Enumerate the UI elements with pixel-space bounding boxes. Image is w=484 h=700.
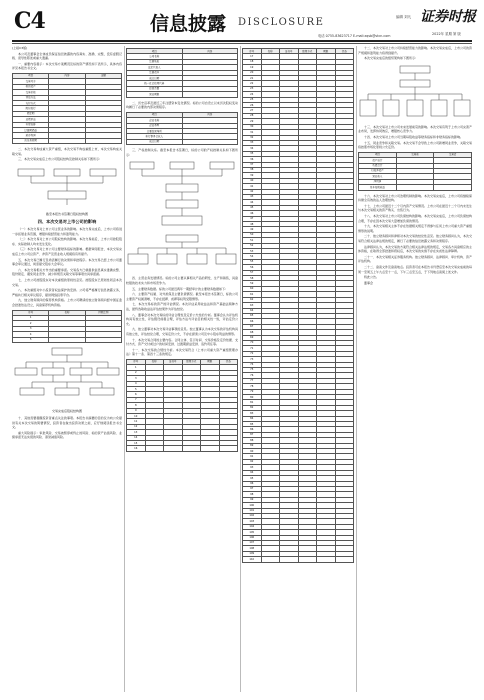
table-cell: 5	[127, 387, 146, 392]
table-cell: 58	[243, 276, 262, 281]
table-cell: 104	[243, 524, 262, 529]
body-paragraph: 董事会	[364, 280, 374, 285]
table-cell: 资产总计	[359, 158, 397, 163]
table-row	[13, 138, 122, 143]
table-row	[359, 185, 472, 190]
table-cell: 51	[243, 238, 262, 243]
table-cell: 29	[243, 119, 262, 124]
body-paragraph: 十二、本次交易对上市公司持续经营能力的影响。本次交易完成后，上市公司的资产规模和盈利能力将得到提升。	[358, 46, 472, 55]
table-cell: 107	[243, 540, 262, 545]
table-cell: 7	[127, 397, 146, 402]
table-header-cell: 期限	[201, 359, 220, 364]
table-header-cell: 取得方式	[182, 359, 201, 364]
table-cell: 8	[127, 403, 146, 408]
table-header-cell: 项目	[127, 112, 183, 117]
table-cell: 64	[243, 308, 262, 313]
body-paragraph: 二十一、本次交易相关证券服务机构。独立财务顾问、法律顾问、审计机构、资产评估机构。	[358, 254, 472, 264]
body-paragraph: 十、其他需要提醒投资者重点关注的事项。本报告书摘要的目的仅为向公众提供有关本次交易的简要情况，投资者在做出投资决策之前，应仔细阅读报告书全文。	[12, 415, 122, 430]
body-paragraph: 二十、独立财务顾问和律师对本次交易的结论性意见。独立财务顾问认为，本次交易符合相关法律法规的规定，履行了必要的信息披露义务和决策程序。	[358, 234, 472, 243]
body-paragraph: 五、主要财务数据。标的公司最近两年一期经审计的主要财务数据如下：	[132, 286, 229, 291]
table-cell: 44	[243, 200, 262, 205]
table-cell: 82	[243, 405, 262, 410]
table-cell: 110	[243, 557, 262, 562]
body-paragraph: 二十二、备查文件及备查地点。投资者可在本报告书刊登后至本次交易完成前的每周一至周五上午九点至十一点，下午三点至五点，于下列地点查阅上述文件。	[358, 264, 472, 274]
table-cell: 13	[127, 430, 146, 435]
column-2	[126, 46, 238, 692]
paragraphs-4c	[358, 194, 472, 286]
table-cell: 46	[243, 211, 262, 216]
table-cell: 39	[243, 173, 262, 178]
table-header-cell: 项目	[13, 73, 49, 78]
table-cell: 78	[243, 384, 262, 389]
body-paragraph: 十三、本次交易对上市公司未来发展前景的影响。本次交易有利于上市公司完善产业布局，发挥协同效应，增强核心竞争力。	[358, 124, 472, 134]
newspaper-logo: 证券时报	[420, 9, 476, 25]
table-cell: 5	[13, 337, 49, 342]
body-paragraph: 四、主营业务发展情况。标的公司主要从事相关产品的研发、生产和销售，具备较强的技术实力和市场竞争力。	[126, 276, 238, 286]
table-cell: 注册资本	[127, 70, 183, 75]
table-cell: 65	[243, 313, 262, 318]
table-cell: 36	[243, 157, 262, 162]
table-cell: 15	[127, 441, 146, 446]
table-cell: 成立日期	[127, 139, 183, 144]
table-cell: 14	[127, 435, 146, 440]
table-cell: 67	[243, 324, 262, 329]
table-row	[127, 92, 238, 97]
table-cell: 97	[243, 486, 262, 491]
table-header-cell: 项目	[359, 152, 397, 157]
masthead	[0, 0, 484, 44]
column-1	[12, 46, 122, 692]
table-cell: 105	[243, 530, 262, 535]
table-cell: 95	[243, 476, 262, 481]
body-paragraph: 十五、同业竞争和关联交易。本次交易不会导致上市公司新增同业竞争，关联交易将按照市场化原则公允定价。	[358, 140, 472, 150]
table-cell: 30	[243, 124, 262, 129]
table-cell: 25	[243, 97, 262, 102]
table-cell: 归母净资产	[359, 168, 397, 173]
table-cell: 37	[243, 162, 262, 167]
masthead-rule	[12, 40, 472, 42]
column-4	[358, 46, 472, 692]
paragraphs-4a	[358, 46, 472, 61]
table-cell: 27	[243, 108, 262, 113]
table-cell: 补偿安排	[13, 122, 49, 127]
table-cell: 101	[243, 508, 262, 513]
chart-caption: 交易完成后股权结构图	[51, 408, 82, 413]
table-cell: 交易对方	[13, 79, 49, 84]
table-cell	[164, 446, 183, 451]
table-cell: 17	[243, 54, 262, 59]
table-cell: 47	[243, 216, 262, 221]
page-number: C4	[14, 8, 45, 34]
section-heading: 四、本次交易对上市公司的影响	[37, 219, 97, 225]
body-paragraph: 本公司及董事会全体成员保证信息披露的内容真实、准确、完整，没有虚假记载、误导性陈述或重大遗漏。	[12, 51, 122, 61]
section-title: 信息披露	[150, 13, 227, 35]
column-3	[242, 46, 354, 692]
table-cell: 2	[127, 370, 146, 375]
table-cell: 71	[243, 346, 262, 351]
body-paragraph: 九、独立财务顾问的保荐机构资格。上市公司聘请的独立财务顾问经中国证监会批准依法设立，具备保荐机构资格。	[12, 298, 122, 307]
table-cell: 60	[243, 286, 262, 291]
table-cell: 营业收入	[359, 174, 397, 179]
table-cell	[201, 446, 220, 451]
body-paragraph: 九、独立董事对本次交易评估事项的意见。独立董事认为本次交易的评估机构具有独立性，评估结论合理，交易定价公允，不存在损害公司及中小股东利益的情形。	[126, 327, 238, 336]
table-cell: 72	[243, 351, 262, 356]
table-cell: 55	[243, 259, 262, 264]
table-cell: 98	[243, 492, 262, 497]
table-shareholders	[12, 310, 122, 343]
table-cell: 2	[13, 321, 49, 326]
table-cell: 过渡期损益	[13, 128, 49, 133]
table-cell	[261, 557, 280, 562]
body-paragraph: 七、上市公司控股股东对本次重组的原则性意见。控股股东已原则性同意本次交易。	[12, 277, 122, 287]
body-paragraph: 三、产权控制关系。截至本报告书签署日，标的公司的产权控制关系如下图所示：	[126, 148, 238, 157]
table-cell: 6	[127, 392, 146, 397]
table-cell: 90	[243, 449, 262, 454]
body-paragraph: 十九、本次交易相关主体不存在依据相关规定不得参与任何上市公司重大资产重组情形的说明。	[358, 224, 472, 233]
table-cell	[298, 557, 317, 562]
table-cell: 81	[243, 400, 262, 405]
table-header-cell: 序号	[13, 310, 49, 315]
table-cell: 96	[243, 481, 262, 486]
table-cell: 4	[127, 381, 146, 386]
table-cell: 57	[243, 270, 262, 275]
column-divider	[124, 46, 125, 692]
table-cell: 10	[127, 414, 146, 419]
table-cell: 滚存利润	[13, 133, 49, 138]
table-header-cell: 期限	[317, 49, 336, 54]
masthead-rule-thin	[12, 43, 472, 44]
section-title-english: DISCLOSURE	[238, 17, 325, 28]
table-header-cell: 序号	[243, 49, 262, 54]
body-paragraph: （三）本次交易对上市公司主要财务指标的影响。根据审阅报告，本次交易完成后上市公司总资产、净资产及营业收入规模将有所提升。	[12, 247, 122, 256]
chart-caption: 截至本报告书签署日股权结构图	[45, 212, 88, 217]
table-cell: 108	[243, 546, 262, 551]
masthead-tagline: 2022年 星期 第 版	[432, 32, 461, 36]
table-cell	[182, 92, 238, 97]
body-paragraph: 十六、本次交易对上市公司治理机制的影响。本次交易完成后，上市公司将继续保持健全有效的法人治理结构。	[358, 193, 472, 203]
table-cell: 41	[243, 184, 262, 189]
table-cell: 负债合计	[359, 163, 397, 168]
table-cell	[434, 185, 472, 190]
paragraphs-1b	[12, 147, 122, 162]
table-cell: 74	[243, 362, 262, 367]
body-paragraph: 法律顾问认为，本次交易的方案符合相关法律法规的规定，交易各方具备相应的主体资格，在取得全部批准和授权后，本次交易的实施不存在实质性法律障碍。	[358, 244, 472, 254]
table-cell: 11	[127, 419, 146, 424]
paragraphs-1d	[12, 416, 122, 440]
table-cell: 102	[243, 513, 262, 518]
body-paragraph: （二）本次交易对上市公司股权结构的影响。本次交易前后，上市公司控股股东、实际控制人均未发生变化。	[12, 237, 122, 246]
table-cell: 77	[243, 378, 262, 383]
table-cell: 84	[243, 416, 262, 421]
table-cell: 49	[243, 227, 262, 232]
table-cell	[219, 446, 238, 451]
table-deal-summary	[12, 73, 122, 144]
table-cell: 22	[243, 81, 262, 86]
table-cell: 79	[243, 389, 262, 394]
table-cell: 38	[243, 167, 262, 172]
body-paragraph: 重大风险提示：审批风险、交易被暂停或终止的风险、标的资产估值风险、业绩承诺无法实现的风险、商誉减值风险。	[12, 430, 122, 440]
table-header-cell: 状态	[219, 359, 238, 364]
table-header-cell: 证书号	[280, 49, 299, 54]
table-cell: 3	[13, 326, 49, 331]
body-paragraph: 八、本次重组对中小投资者权益保护的安排。公司将严格履行信息披露义务，严格执行相关审议程序，提供网络投票平台。	[12, 288, 122, 297]
table-cell: 决议有效期	[13, 138, 49, 143]
table-cell: 4	[13, 332, 49, 337]
paragraphs-4b	[358, 125, 472, 150]
table-cell: 19	[243, 65, 262, 70]
table-cell: 89	[243, 443, 262, 448]
table-cell: 43	[243, 194, 262, 199]
table-cell: 109	[243, 551, 262, 556]
table-cell	[49, 138, 85, 143]
table-cell: 83	[243, 411, 262, 416]
table-cell	[317, 557, 336, 562]
table-cell: 净利润	[359, 179, 397, 184]
table-header-cell: 序号	[127, 359, 146, 364]
body-paragraph: 六、本次交易相关方作出的重要承诺。交易各方已就提供信息真实准确完整、股份锁定、避免同业竞争、减少和规范关联交易等事项出具承诺函。	[12, 267, 122, 277]
table-cell: 91	[243, 454, 262, 459]
table-cell: 87	[243, 432, 262, 437]
table-cell: 61	[243, 292, 262, 297]
body-paragraph: 十、本次交易合同的主要内容。合同主体、签订时间、交易价格及定价依据、支付方式、资产交付或过户的时间安排、过渡期损益安排、违约责任等。	[126, 337, 238, 347]
table-cell: 经营范围	[127, 86, 183, 91]
table-cell: 80	[243, 395, 262, 400]
body-paragraph: （一）本次交易对上市公司主营业务的影响。本次交易完成后，上市公司将进一步拓展业务范围，增强持续经营能力和盈利能力。	[12, 227, 122, 236]
body-paragraph: 七、本次交易标的资产的评估情况。本次评估采用收益法和资产基础法两种方法，最终选取收益法评估结果作为评估结论。	[126, 302, 238, 312]
body-paragraph: 一、重要内容提示：本次交易方案概况及标的资产情况如下表所示，具体内容详见本报告书全文。	[12, 61, 122, 71]
table-partnership-profile	[126, 112, 238, 145]
table-cell	[280, 557, 299, 562]
table-cell: 32	[243, 135, 262, 140]
body-paragraph: 十七、上市公司最近十二个月内资产交易情况。上市公司在最近十二个月内未发生与本次交易相关的资产购买、出售行为。	[358, 203, 472, 213]
table-cell: 3	[127, 376, 146, 381]
table-cell: 1	[127, 365, 146, 370]
table-cell: 42	[243, 189, 262, 194]
table-cell: 68	[243, 330, 262, 335]
table-cell: 52	[243, 243, 262, 248]
table-cell: 103	[243, 519, 262, 524]
table-cell: 34	[243, 146, 262, 151]
table-cell: 28	[243, 113, 262, 118]
table-header-cell: 内容	[182, 112, 238, 117]
ownership-chart-before	[12, 165, 122, 209]
body-paragraph: 十八、本次交易对上市公司负债结构的影响。本次交易完成后，上市公司负债结构合理，不存在因本次交易大量增加负债的情况。	[358, 213, 472, 223]
table-header-cell: 交易前	[396, 152, 434, 157]
table-cell: 基本每股收益	[359, 185, 397, 190]
table-cell: 锁定期	[13, 111, 49, 116]
contact-line: 电话 0755-83623717 E-mail:zqsb@stcn.com	[318, 34, 391, 38]
table-cell: 统一社会信用代码	[127, 81, 183, 86]
table-cell: 100	[243, 503, 262, 508]
table-cell: 股份发行	[13, 106, 49, 111]
table-cell: 成立日期	[127, 76, 183, 81]
table-cell: 50	[243, 232, 262, 237]
editor-credit: 编辑 刘凡	[396, 15, 412, 19]
table-header-cell: 持股比例	[85, 310, 121, 315]
body-paragraph: 二、本次交易构成重大资产重组，本次交易不构成重组上市，本次交易构成关联交易。	[12, 147, 122, 156]
table-cell: 标的资产	[13, 84, 49, 89]
table-cell: 86	[243, 427, 262, 432]
table-cell: 31	[243, 130, 262, 135]
table-header-cell: 金额	[85, 73, 121, 78]
table-cell	[335, 557, 354, 562]
table-cell: 62	[243, 297, 262, 302]
body-paragraph: 五、本次交易已履行及尚需履行的决策和审批程序。本次交易已经上市公司董事会审议通过，尚需提交股东大会审议。	[12, 257, 122, 267]
table-cell: 88	[243, 438, 262, 443]
table-cell: 21	[243, 76, 262, 81]
table-cell: 营业期限	[127, 92, 183, 97]
table-cell: 20	[243, 70, 262, 75]
table-header-cell: 状态	[335, 49, 354, 54]
body-paragraph: 三、本次交易完成后上市公司股权结构及控制关系如下图所示：	[18, 157, 103, 162]
table-cell	[145, 446, 164, 451]
paragraphs-2b	[126, 148, 238, 157]
body-paragraph: 十一、本次交易的合规性分析。本次交易符合《上市公司重大资产重组管理办法》第十一条、第四十三条的规定。	[126, 347, 238, 357]
table-cell	[85, 337, 121, 342]
table-cell	[396, 185, 434, 190]
table-cell: 企业类型	[127, 123, 183, 128]
table-cell: 评估方法	[13, 95, 49, 100]
table-header-cell: 内容	[49, 73, 85, 78]
table-cell: 法定代表人	[127, 65, 183, 70]
table-cell: 70	[243, 340, 262, 345]
table-cell: 94	[243, 470, 262, 475]
table-cell: 92	[243, 459, 262, 464]
body-paragraph: 二、历史沿革及最近三年注册资本变化情况。标的公司自设立以来历次股权变动均履行了必要的内部决策程序。	[126, 100, 238, 110]
paragraphs-1a	[12, 52, 122, 71]
table-cell: 66	[243, 319, 262, 324]
table-cell: 48	[243, 222, 262, 227]
table-cell: 16	[127, 446, 146, 451]
table-cell: 9	[127, 408, 146, 413]
table-cell: 公司名称	[127, 54, 183, 59]
table-cell: 85	[243, 422, 262, 427]
table-cell: 主要经营场所	[127, 129, 183, 134]
table-cell	[182, 139, 238, 144]
column-divider	[240, 46, 241, 692]
table-cell: 注册地址	[127, 59, 183, 64]
table-cell: 53	[243, 249, 262, 254]
table-cell	[85, 138, 121, 143]
table-cell: 45	[243, 205, 262, 210]
table-company-profile	[126, 48, 238, 98]
control-structure-chart	[126, 160, 238, 230]
table-header-cell: 名称	[49, 310, 85, 315]
table-financial-impact	[358, 152, 472, 191]
body-paragraph: 十四、本次交易对上市公司当期每股收益等财务指标和非财务指标的影响。	[364, 134, 464, 139]
paragraphs-2a	[126, 101, 238, 110]
table-cell	[49, 337, 85, 342]
body-paragraph: 本次交易完成后的组织架构如下图所示：	[364, 56, 419, 61]
table-cell: 63	[243, 303, 262, 308]
table-cell: 24	[243, 92, 262, 97]
table-cell: 56	[243, 265, 262, 270]
body-paragraph: 特此公告。	[364, 275, 380, 280]
table-cell: 35	[243, 151, 262, 156]
table-row	[127, 139, 238, 144]
table-header-cell: 内容	[182, 49, 238, 54]
table-cell: 59	[243, 281, 262, 286]
table-cell: 12	[127, 424, 146, 429]
table-row	[127, 446, 238, 451]
column-divider	[356, 46, 357, 692]
table-cell: 40	[243, 178, 262, 183]
table-row	[13, 337, 122, 342]
table-cell: 99	[243, 497, 262, 502]
paragraphs-1c	[12, 227, 122, 308]
body-paragraph: 六、主要资产权属、对外担保及主要负债情况。截至本报告书签署日，标的公司主要资产权属清晰，不存在抵押、质押等权利受限情形。	[126, 292, 238, 301]
table-header-cell: 名称	[145, 359, 164, 364]
table-cell: 执行事务合伙人	[127, 134, 183, 139]
table-header-cell: 项目	[127, 49, 183, 54]
table-intellectual-property-continued	[242, 48, 354, 563]
table-cell: 106	[243, 535, 262, 540]
table-row	[243, 557, 354, 562]
table-cell: 93	[243, 465, 262, 470]
table-cell	[182, 446, 201, 451]
table-cell: 支付方式	[13, 101, 49, 106]
table-cell: 73	[243, 357, 262, 362]
table-cell: 业绩承诺	[13, 117, 49, 122]
table-cell: 69	[243, 335, 262, 340]
table-cell: 76	[243, 373, 262, 378]
body-paragraph: 八、董事会对本次交易标的评估合理性及定价公允性的分析。董事会认为评估机构具有独立性，评估假设前提合理，评估方法与评估目的相关性一致，评估定价公允。	[126, 312, 238, 326]
table-cell: 54	[243, 254, 262, 259]
table-intellectual-property	[126, 359, 238, 452]
table-header-cell: 取得方式	[298, 49, 317, 54]
table-cell: 23	[243, 86, 262, 91]
table-cell: 1	[13, 315, 49, 320]
business-structure-chart	[126, 233, 238, 273]
table-header-cell: 证书号	[164, 359, 183, 364]
table-header-cell: 名称	[261, 49, 280, 54]
paragraphs-2c	[126, 276, 238, 357]
ownership-chart-after	[12, 346, 122, 406]
table-cell: 26	[243, 103, 262, 108]
table-cell: 75	[243, 367, 262, 372]
table-cell: 企业名称	[127, 118, 183, 123]
table-header-cell: 交易后	[434, 152, 472, 157]
table-cell: 交易价格	[13, 90, 49, 95]
organization-chart	[358, 64, 472, 122]
continuation-note: (上接C3版)	[12, 46, 28, 50]
table-cell: 18	[243, 59, 262, 64]
table-cell: 33	[243, 140, 262, 145]
